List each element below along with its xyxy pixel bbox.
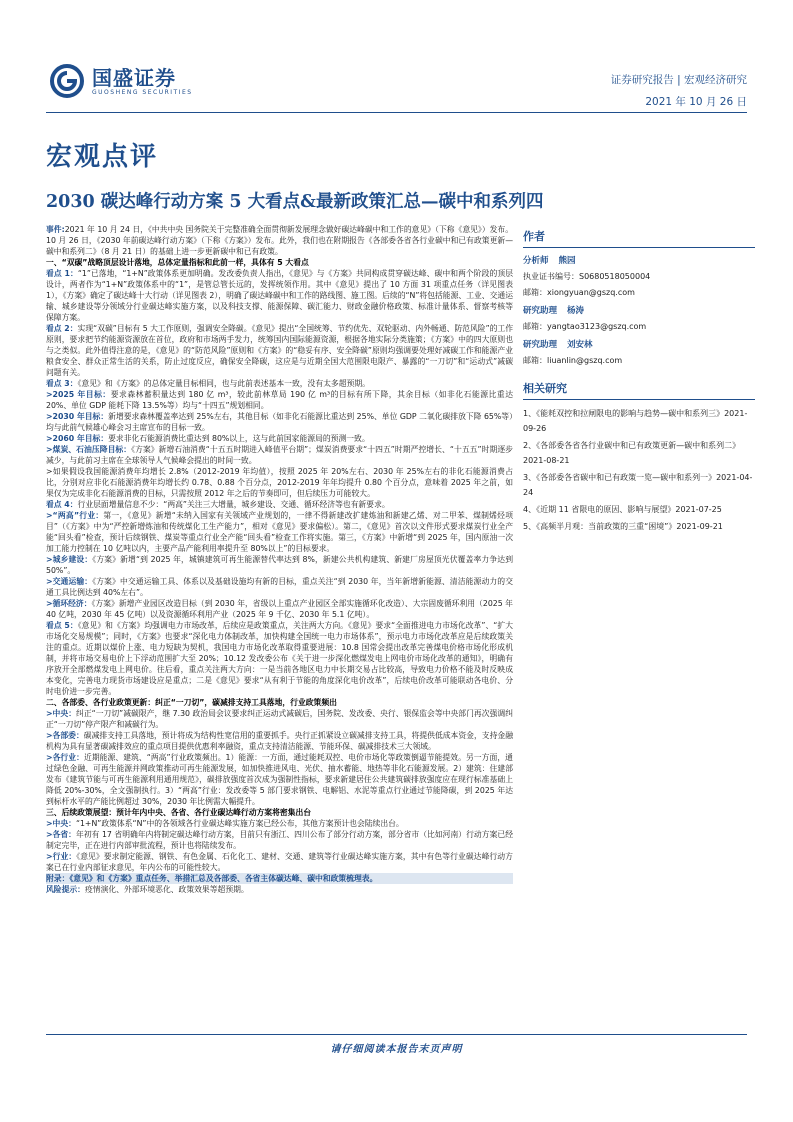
paragraph-text: 一、“双碳”战略顶层设计落地，总体定量指标和此前一样，具体有 5 大看点 <box>46 258 309 267</box>
body-paragraph <box>46 554 513 576</box>
body-paragraph <box>46 411 513 433</box>
body-paragraph <box>46 323 513 378</box>
report-title: 2030 碳达峰行动方案 5 大看点&最新政策汇总—碳中和系列四 <box>46 192 544 212</box>
body-paragraph <box>46 730 513 752</box>
body-paragraph <box>46 818 513 829</box>
paragraph-text: 《方案》新增产业园区改造目标（到 2030 年，省级以上重点产业园区全部实施循环化改造）、大宗固废循环利用（2025 年 40 亿吨，2030 年 45 亿吨）以及资源循环利用产业（2025 年 9 千亿、2030 年 5.1 亿吨）。 <box>46 599 513 619</box>
analyst-contact: 邮箱：xiongyuan@gszq.com <box>523 288 635 297</box>
report-body <box>46 224 513 1014</box>
body-paragraph <box>46 620 513 697</box>
body-paragraph <box>46 873 513 884</box>
footer-disclaimer: 请仔细阅读本报告末页声明 <box>330 1044 463 1055</box>
body-paragraph <box>46 851 513 873</box>
analyst-fullname: 刘安林 <box>567 340 593 350</box>
paragraph-label: >城乡建设： <box>46 555 93 564</box>
guosheng-logo-icon <box>50 64 84 98</box>
paragraph-text: 附录：《意见》和《方案》重点任务、举措汇总及各部委、各省主体碳达峰、碳中和政策梳理表。 <box>46 874 378 883</box>
paragraph-text: “1+N”政策体系“N”中的各领域各行业碳达峰实施方案已经公布，其他方案预计也会陆续出台。 <box>75 819 404 828</box>
body-paragraph <box>46 389 513 411</box>
body-paragraph <box>46 708 513 730</box>
paragraph-text: 2021 年 10 月 24 日，《中共中央 国务院关于完整准确全面贯彻新发展理念做好碳达峰碳中和工作的意见》（下称《意见》）发布。10 月 26 日，《2030 年前碳达峰行动方案》（下称《方案》）发布。此外，我们也在附期报告《各部委各省各行业碳中和已有政策更新—碳中和系列二》（8 月 21 日）的基础上进一步更新碳中和已有政策。 <box>46 225 513 256</box>
paragraph-text: 要求非化石能源消费比重达到 80%以上，这与此前国家能源局的预测一致。 <box>108 434 370 443</box>
paragraph-label: >各部委： <box>46 731 84 740</box>
paragraph-label: >2060 年目标： <box>46 434 109 443</box>
analyst-name <box>523 304 755 316</box>
paragraph-text: 近期能源、建筑、“两高”行业政策频出。1）能源：一方面，通过能耗双控、电价市场化等政策倒逼节能提效。另一方面，通过绿色金融、可再生能源并网政策推动可再生能源发展，如加快推进风电、光伏、抽水蓄能、地热等非化石能源发展。2）建筑：住建部发布《建筑节能与可再生能源利用通用规范》，碳排放强度首次成为强制性指标，要求新建居住公共建筑碳排放强度应在现行标准基础上降低 20%-30%，全文强制执行。3）“两高”行业：发改委等 5 部门要求钢铁、电解铝、水泥等重点行业通过节能降碳，到 2025 年达到标杆水平的产能比例超过 30%，2030 年比例需大幅提升。 <box>46 753 513 806</box>
analyst-role: 研究助理 <box>523 340 558 350</box>
paragraph-label: >循环经济： <box>46 599 92 608</box>
paragraph-text: 疫情演化、外部环境恶化、政策效果等超预期。 <box>84 885 249 894</box>
paragraph-label: >行业： <box>46 852 77 861</box>
paragraph-label: 看点 2： <box>46 324 78 333</box>
body-paragraph <box>46 466 513 499</box>
paragraph-label: >2030 年目标： <box>46 412 109 421</box>
section-heading <box>46 697 513 708</box>
paragraph-label: 看点 3： <box>46 379 78 388</box>
paragraph-label: >中央： <box>46 709 77 718</box>
analyst-role: 研究助理 <box>523 306 558 316</box>
paragraph-label: >各行业： <box>46 753 84 762</box>
footer-divider <box>46 1034 747 1035</box>
body-paragraph <box>46 576 513 598</box>
authors-heading: 作者 <box>523 228 755 248</box>
analyst-contact: 执业证书编号：S0680518050004 <box>523 272 651 281</box>
body-paragraph <box>46 433 513 444</box>
analyst-name <box>523 338 755 350</box>
related-research-item[interactable]: 3、《各部委各省碳中和已有政策一览—碳中和系列一》2021-04-24 <box>523 473 753 497</box>
body-paragraph <box>46 268 513 323</box>
body-paragraph <box>46 829 513 851</box>
body-paragraph <box>46 499 513 510</box>
paragraph-text: 《方案》新增“到 2025 年，城镇建筑可再生能源替代率达到 8%，新建公共机构建筑、新建厂房屋顶光伏覆盖率力争达到 50%”。 <box>46 555 513 575</box>
paragraph-text: 要求森林蓄积量达到 180 亿 m³，较此前林草局 190 亿 m³的目标有所下降，其余目标（如非化石能源比重达 20%、单位 GDP 能耗下降 13.5%等）均与“十四五”规划相同。 <box>46 390 513 410</box>
paragraph-text: >如果假设我国能源消费年均增长 2.8%（2012-2019 年均值），按照 2025 年 20%左右、2030 年 25%左右的非化石能源消费占比，分别对应非化石能源消费年均增长约 0.78、0.88 个百分点，2012-2019 年年均提升 0.80 个百分点，意味着 2025 年之前，如果仅为完成非化石能源消费的目标，只需按照 2012 年之后的节奏即可，但后续压力可能较大。 <box>46 467 513 498</box>
analyst-contact: 邮箱：liuanlin@gszq.com <box>523 356 623 365</box>
paragraph-text: 碳减排支持工具落地，预计将成为结构性宽信用的重要抓手。央行正抓紧设立碳减排支持工具，将提供低成本资金，支持金融机构为具有显著碳减排效应的重点项目提供优惠利率融资，重点支持清洁能源、节能环保、碳减排技术三大领域。 <box>46 731 513 751</box>
body-paragraph <box>46 598 513 620</box>
paragraph-text: 《意见》和《方案》均强调电力市场改革，后续应是政策重点，关注两大方向。《意见》要求“全面推进电力市场化改革”、“扩大市场化交易规模”；同时，《方案》也要求“深化电力体制改革，加快构建全国统一电力市场体系”，预示电力市场化改革应是后续政策关注的重点。近期以煤价上涨、电力短缺为契机，我国电力市场化改革取得重要进展：10.8 国常会提出改革完善煤电价格市场化形成机制，并将市场交易电价上下浮动范围扩大至 20%；10.12 发改委公布《关于进一步深化燃煤发电上网电价市场化改革的通知》，明确有序放开全部燃煤发电上网电价。往后看，重点关注两大方向：一是当前各地区电力中长期交易占比较高，导致电力价格不能及时反映成本变化，完善电力现货市场建设应是重点；二是《意见》要求“从有利于节能的角度深化电价改革”，后续电价改革可能联动各电价、分时电价进一步完善。 <box>46 621 513 696</box>
paragraph-text: 三、后续政策展望：预计年内中央、各省、各行业碳达峰行动方案将密集出台 <box>46 808 312 817</box>
paragraph-text: 第一，《意见》新增“未纳入国家有关领域产业规划的，一律不得新建改扩建炼油和新建乙烯、对二甲苯、煤制烯烃项目”（《方案》中为“严控新增炼油和传统煤化工生产能力”，相对《意见》要求偏松）。第二，《意见》首次以文件形式要求煤炭行业全产能“回头看”检查，预计后续钢铁、煤炭等重点行业全产能“回头看”检查工作将实施。第三，《方案》中新增“到 2025 年，国内原油一次加工能力控制在 10 亿吨以内，主要产品产能利用率提升至 80%以上”的目标要求。 <box>46 511 513 553</box>
section-heading <box>46 807 513 818</box>
report-type: 证券研究报告 | 宏观经济研究 <box>610 74 747 86</box>
paragraph-text: 《意见》要求制定能源、钢铁、有色金属、石化化工、建材、交通、建筑等行业碳达峰实施方案，其中有色等行业碳达峰行动方案已在行业内部征求意见，年内公布的可能性较大。 <box>46 852 513 872</box>
logo-english-name: GUOSHENG SECURITIES <box>92 88 193 96</box>
body-paragraph <box>46 752 513 807</box>
paragraph-label: >交通运输： <box>46 577 93 586</box>
related-research-item[interactable]: 5、《高频半月观：当前政策的三重“困境”》2021-09-21 <box>523 522 723 531</box>
logo-chinese-name: 国盛证券 <box>92 65 176 90</box>
body-paragraph <box>46 510 513 554</box>
analyst-name <box>523 254 755 266</box>
analyst-fullname: 杨涛 <box>567 306 585 316</box>
paragraph-text: 《方案》新增石油消费“十五五时期进入峰值平台期”；煤炭消费要求“十四五”时期严控增长、“十五五”时期逐步减少，与此前习主席在全球领导人气候峰会提出的时间一致。 <box>46 445 513 465</box>
paragraph-label: >中央： <box>46 819 76 828</box>
paragraph-text: 年初有 17 省明确年内将制定碳达峰行动方案，目前只有浙江、四川公布了部分行动方案，部分省市（比如河南）行动方案已经制定完毕，正在进行内部审批流程，预计也将陆续发布。 <box>46 830 513 850</box>
related-research-item[interactable]: 2、《各部委各省各行业碳中和已有政策更新—碳中和系列二》2021-08-21 <box>523 441 741 465</box>
related-research-list <box>523 406 755 534</box>
analyst-contact: 邮箱：yangtao3123@gszq.com <box>523 322 647 331</box>
paragraph-text: 纠正“一刀切”减碳限产，继 7.30 政治局会议要求纠正运动式减碳后，国务院、发改委、央行、银保监会等中央部门再次强调纠正“一刀切”停产限产和减碳行为。 <box>46 709 513 729</box>
analyst-role: 分析师 <box>523 256 549 266</box>
body-paragraph <box>46 224 513 257</box>
paragraph-text: 实现“双碳”目标有 5 大工作原则，强调安全降碳。《意见》提出“全国统筹、节约优先、双轮驱动、内外畅通、防范风险”的工作原则，要求把节约能源资源放在首位，政府和市场两手发力，统筹国内国际能源资源，根据各地实际分类施策；《方案》中的四大原则也与之类似。此外值得注意的是，《意见》的“防范风险”原则和《方案》的“稳妥有序、安全降碳”原则均强调要处理好减碳工作和能源产业粮食安全、群众正常生活的关系，防止过度反应，确保安全降碳，这应是与近期全国大范围限电限产、暴露的“一刀切”和“运动式”减碳问题有关。 <box>46 324 513 377</box>
paragraph-label: 风险提示： <box>46 885 85 894</box>
paragraph-text: 行业层面增量信息不少：“两高”关注三大增量，城乡建设、交通、循环经济等也有新要求。 <box>77 500 390 509</box>
paragraph-label: >各省： <box>46 830 77 839</box>
paragraph-label: >“两高”行业： <box>46 511 104 520</box>
paragraph-text: 二、各部委、各行业政策更新：纠正“一刀切”，碳减排支持工具落地，行业政策频出 <box>46 698 337 707</box>
paragraph-label: 看点 1： <box>46 269 78 278</box>
paragraph-label: >2025 年目标： <box>46 390 111 399</box>
analyst-fullname: 熊园 <box>558 256 576 266</box>
analyst-list <box>523 254 755 366</box>
paragraph-label: 看点 4： <box>46 500 78 509</box>
paragraph-label: >煤炭、石油压降目标： <box>46 445 132 454</box>
paragraph-text: 《方案》中交通运输工具、体系以及基础设施均有新的目标，重点关注“到 2030 年，当年新增新能源、清洁能源动力的交通工具比例达到 40%左右”。 <box>46 577 513 597</box>
report-date: 2021 年 10 月 26 日 <box>645 96 747 108</box>
paragraph-text: “1”已落地，“1+N”政策体系更加明确。发改委负责人指出，《意见》与《方案》共同构成贯穿碳达峰、碳中和两个阶段的顶层设计，两者作为“1+N”政策体系中的“1”，是管总管长远的，发挥统领作用。其中《意见》提出了 10 方面 31 项重点任务（详见图表 1），《方案》确定了碳达峰十大行动（详见图表 2），明确了碳达峰碳中和工作的路线图、施工图。后续的“N”将包括能源、工业、交通运输、城乡建设等分领域分行业碳达峰实施方案，以及科技支撑、能源保障、碳汇能力、财政金融价格政策、标准计量体系、督察考核等保障方案。 <box>46 269 513 322</box>
section-title: 宏观点评 <box>46 142 159 172</box>
header-divider <box>46 112 747 113</box>
paragraph-label: 事件: <box>46 225 65 234</box>
logo <box>50 64 193 98</box>
body-paragraph <box>46 378 513 389</box>
section-heading <box>46 257 513 268</box>
related-research-item[interactable]: 1、《能耗双控和拉闸限电的影响与趋势—碳中和系列三》2021-09-26 <box>523 409 748 433</box>
body-paragraph <box>46 884 513 895</box>
body-paragraph <box>46 444 513 466</box>
paragraph-text: 新增要求森林覆盖率达到 25%左右，其他目标（如非化石能源比重达到 25%、单位 GDP 二氧化碳排放下降 65%等）均与此前气候雄心峰会习主席宣布的目标一致。 <box>46 412 513 432</box>
related-research-item[interactable]: 4、《近期 11 省限电的原因、影响与展望》2021-07-25 <box>523 505 722 514</box>
sidebar <box>523 228 755 536</box>
related-research-heading: 相关研究 <box>523 380 755 400</box>
paragraph-text: 《意见》和《方案》的总体定量目标相同，也与此前表述基本一致，没有太多超预期。 <box>77 379 370 388</box>
paragraph-label: 看点 5： <box>46 621 78 630</box>
